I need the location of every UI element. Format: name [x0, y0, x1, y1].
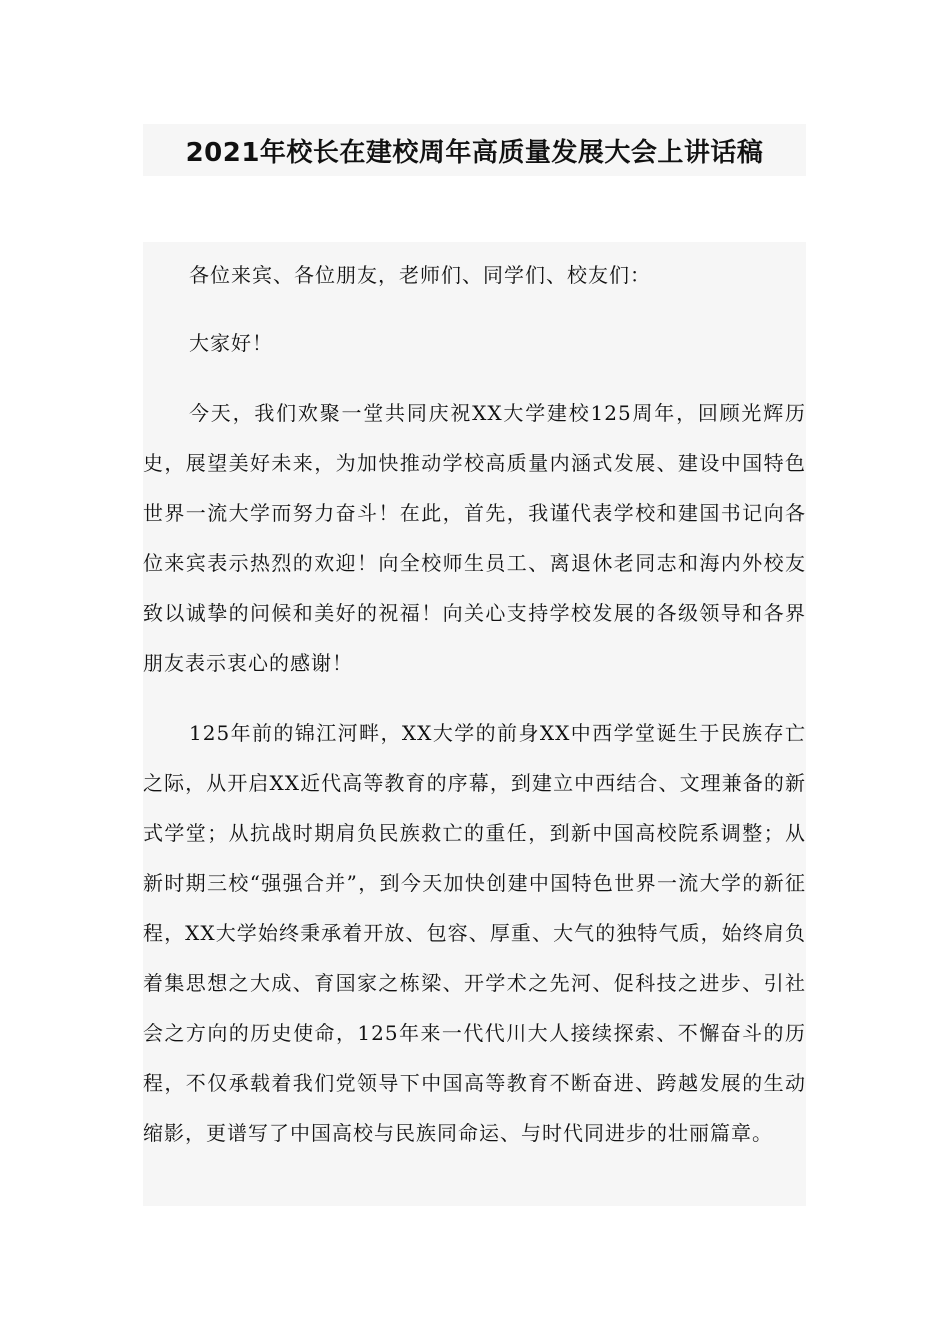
greeting-paragraph: 各位来宾、各位朋友，老师们、同学们、校友们： — [189, 263, 651, 287]
body-paragraph-1: 今天，我们欢聚一堂共同庆祝XX大学建校125周年，回顾光辉历史，展望美好未来，为加快推动学校高质量内涵式发展、建设中国特色世界一流大学而努力奋斗！在此，首先，我谨代表学校和建国书记向各位来宾表示热烈的欢迎！向全校师生员工、离退休老同志和海内外校友致以诚挚的问候和美好的祝福！向关心支持学校发展的各级领导和各界朋友表示衷心的感谢！ — [143, 401, 806, 675]
document-title: 2021年校长在建校周年高质量发展大会上讲话稿 — [185, 137, 764, 168]
title-band — [143, 124, 806, 176]
document-body — [143, 242, 806, 1206]
body-paragraph-2: 125年前的锦江河畔，XX大学的前身XX中西学堂诞生于民族存亡之际，从开启XX近代高等教育的序幕，到建立中西结合、文理兼备的新式学堂；从抗战时期肩负民族救亡的重任，到新中国高校院系调整；从新时期三校“强强合并”，到今天加快创建中国特色世界一流大学的新征程，XX大学始终秉承着开放、包容、厚重、大气的独特气质，始终肩负着集思想之大成、育国家之栋梁、开学术之先河、促科技之进步、引社会之方向的历史使命，125年来一代代川大人接续探索、不懈奋斗的历程，不仅承载着我们党领导下中国高等教育不断奋进、跨越发展的生动缩影，更谱写了中国高校与民族同命运、与时代同进步的壮丽篇章。 — [143, 721, 806, 1145]
salutation-paragraph: 大家好！ — [189, 331, 273, 355]
